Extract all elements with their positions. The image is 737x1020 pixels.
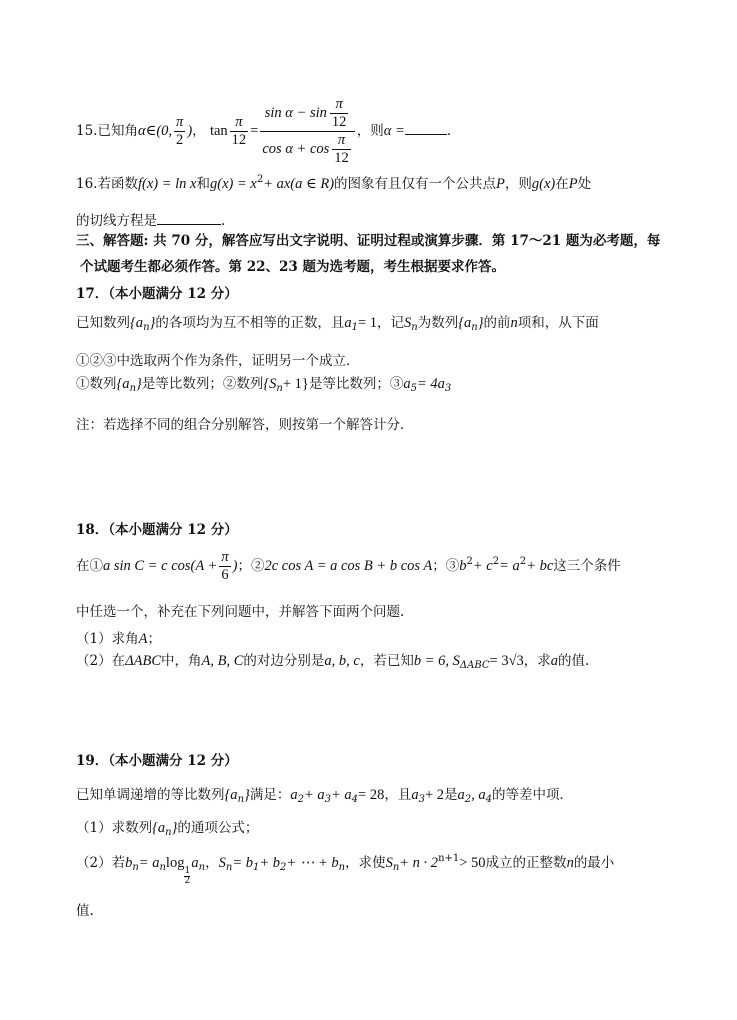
q16-g-function: g(x) = x: [209, 176, 257, 192]
q18-line1: 在①a sin C = c cos(A + $\frac{\pi}{6}$ )；②2c cos A = a cos B + b cos A；$③b^2+ c^2= a^2+$ bc这三个条件: [76, 549, 621, 583]
section-3-instructions: 个试题考生都必须作答。第 22、23 题为选考题，考生根据要求作答。: [80, 259, 505, 275]
q18-part2: （2）在ΔABC中，角A, B, C的对边分别是a, b, c，若已知b = 6, $S_{\Delta ABC}= 3√3$，求a的值.: [76, 653, 590, 671]
q16-f-function: f(x) = ln x: [137, 176, 197, 192]
q17-line1: 已知数列$\{a_n\}$的各项均为互不相等的正数，且$a_1= 1$，记$S_n$为数列$\{a_n\}$的前n项和，从下面: [76, 315, 599, 333]
q15-alpha-condition: α∈(0,: [137, 123, 173, 139]
q18-condition-1: a sin C = c cos(A +: [103, 558, 218, 574]
q15-label: 15.已知角: [76, 123, 138, 139]
q17-line2: ①②③中选取两个作为条件，证明另一个成立．: [76, 353, 360, 369]
q15-tan: tan: [209, 123, 228, 139]
q18-condition-2: 2c cos A = a cos B + b cos A: [264, 558, 433, 574]
q18-condition-3: b: [459, 558, 467, 574]
q15-answer-blank: [405, 120, 447, 135]
q18-pi-over-6: $\frac{\pi}{6}$: [221, 549, 229, 583]
q19-line1: 已知单调递增的等比数列$\{a_n\}$满足：$a_2+ a_3+ a_4= 28$，且$a_3+ 2$是$a_2$, $a_4$的等差中项．: [76, 787, 574, 805]
question-16-line2: 的切线方程是 .: [76, 210, 225, 230]
q19-line3: 值.: [76, 903, 94, 919]
q17-line3: ①数列$\{a_n\}$是等比数列；②数列$\{S_n+ 1\}$是等比数列；$③a_5= 4a_3$: [76, 376, 452, 394]
q15-pi-over-12: $\frac{\pi}{12}$: [231, 114, 247, 148]
q15-big-fraction: sin α − sin $\frac{\pi}{12}$ cos α + cos $\frac{\pi}{12}$: [260, 96, 354, 167]
q18-line2: 中任选一个，补充在下列问题中，并解答下面两个问题.: [76, 604, 405, 620]
q17-note: 注：若选择不同的组合分别解答，则按第一个解答计分．: [76, 417, 414, 433]
q19-part2: （2）若$b_n= a_n\log$ $\frac{1}{2}$ $a_n$，$S_n= b_1+ b_2+$ ⋯ + $b_n$，求使$S_n+ n \cdot 2^{n+1}> 50$成立的正整数n的最小: [76, 853, 615, 886]
q19-heading: 19．（本小题满分 12 分）: [76, 753, 238, 769]
q17-heading: 17．（本小题满分 12 分）: [76, 286, 238, 302]
section-3-heading: 三、解答题: 共 70 分，解答应写出文字说明、证明过程或演算步骤．第 17～21 题为必考题，每: [76, 233, 661, 249]
question-16-line1: 16.若函数f(x) = ln x和$g(x) = x^2+ ax(a$ ∈ R)的图象有且仅有一个公共点P，则g(x)在P处: [76, 174, 592, 192]
q19-log-base-half: $\frac{1}{2}$: [184, 866, 191, 886]
q18-heading: 18．（本小题满分 12 分）: [76, 522, 238, 538]
q15-pi-over-2: $\frac{\pi}{2}$: [176, 114, 184, 148]
question-15: 15.已知角α∈(0, $\frac{\pi}{2}$ )， tan $\frac{\pi}{12}$ = sin α − sin $\frac{\pi}{12}$ cos α + cos $\frac{\pi}{12}$ ，则α = .: [76, 96, 452, 166]
q18-part1: （1）求角A；: [76, 631, 161, 647]
q16-answer-blank: [157, 210, 221, 225]
q19-part1: （1）求数列$\{a_n\}$的通项公式；: [76, 820, 259, 838]
